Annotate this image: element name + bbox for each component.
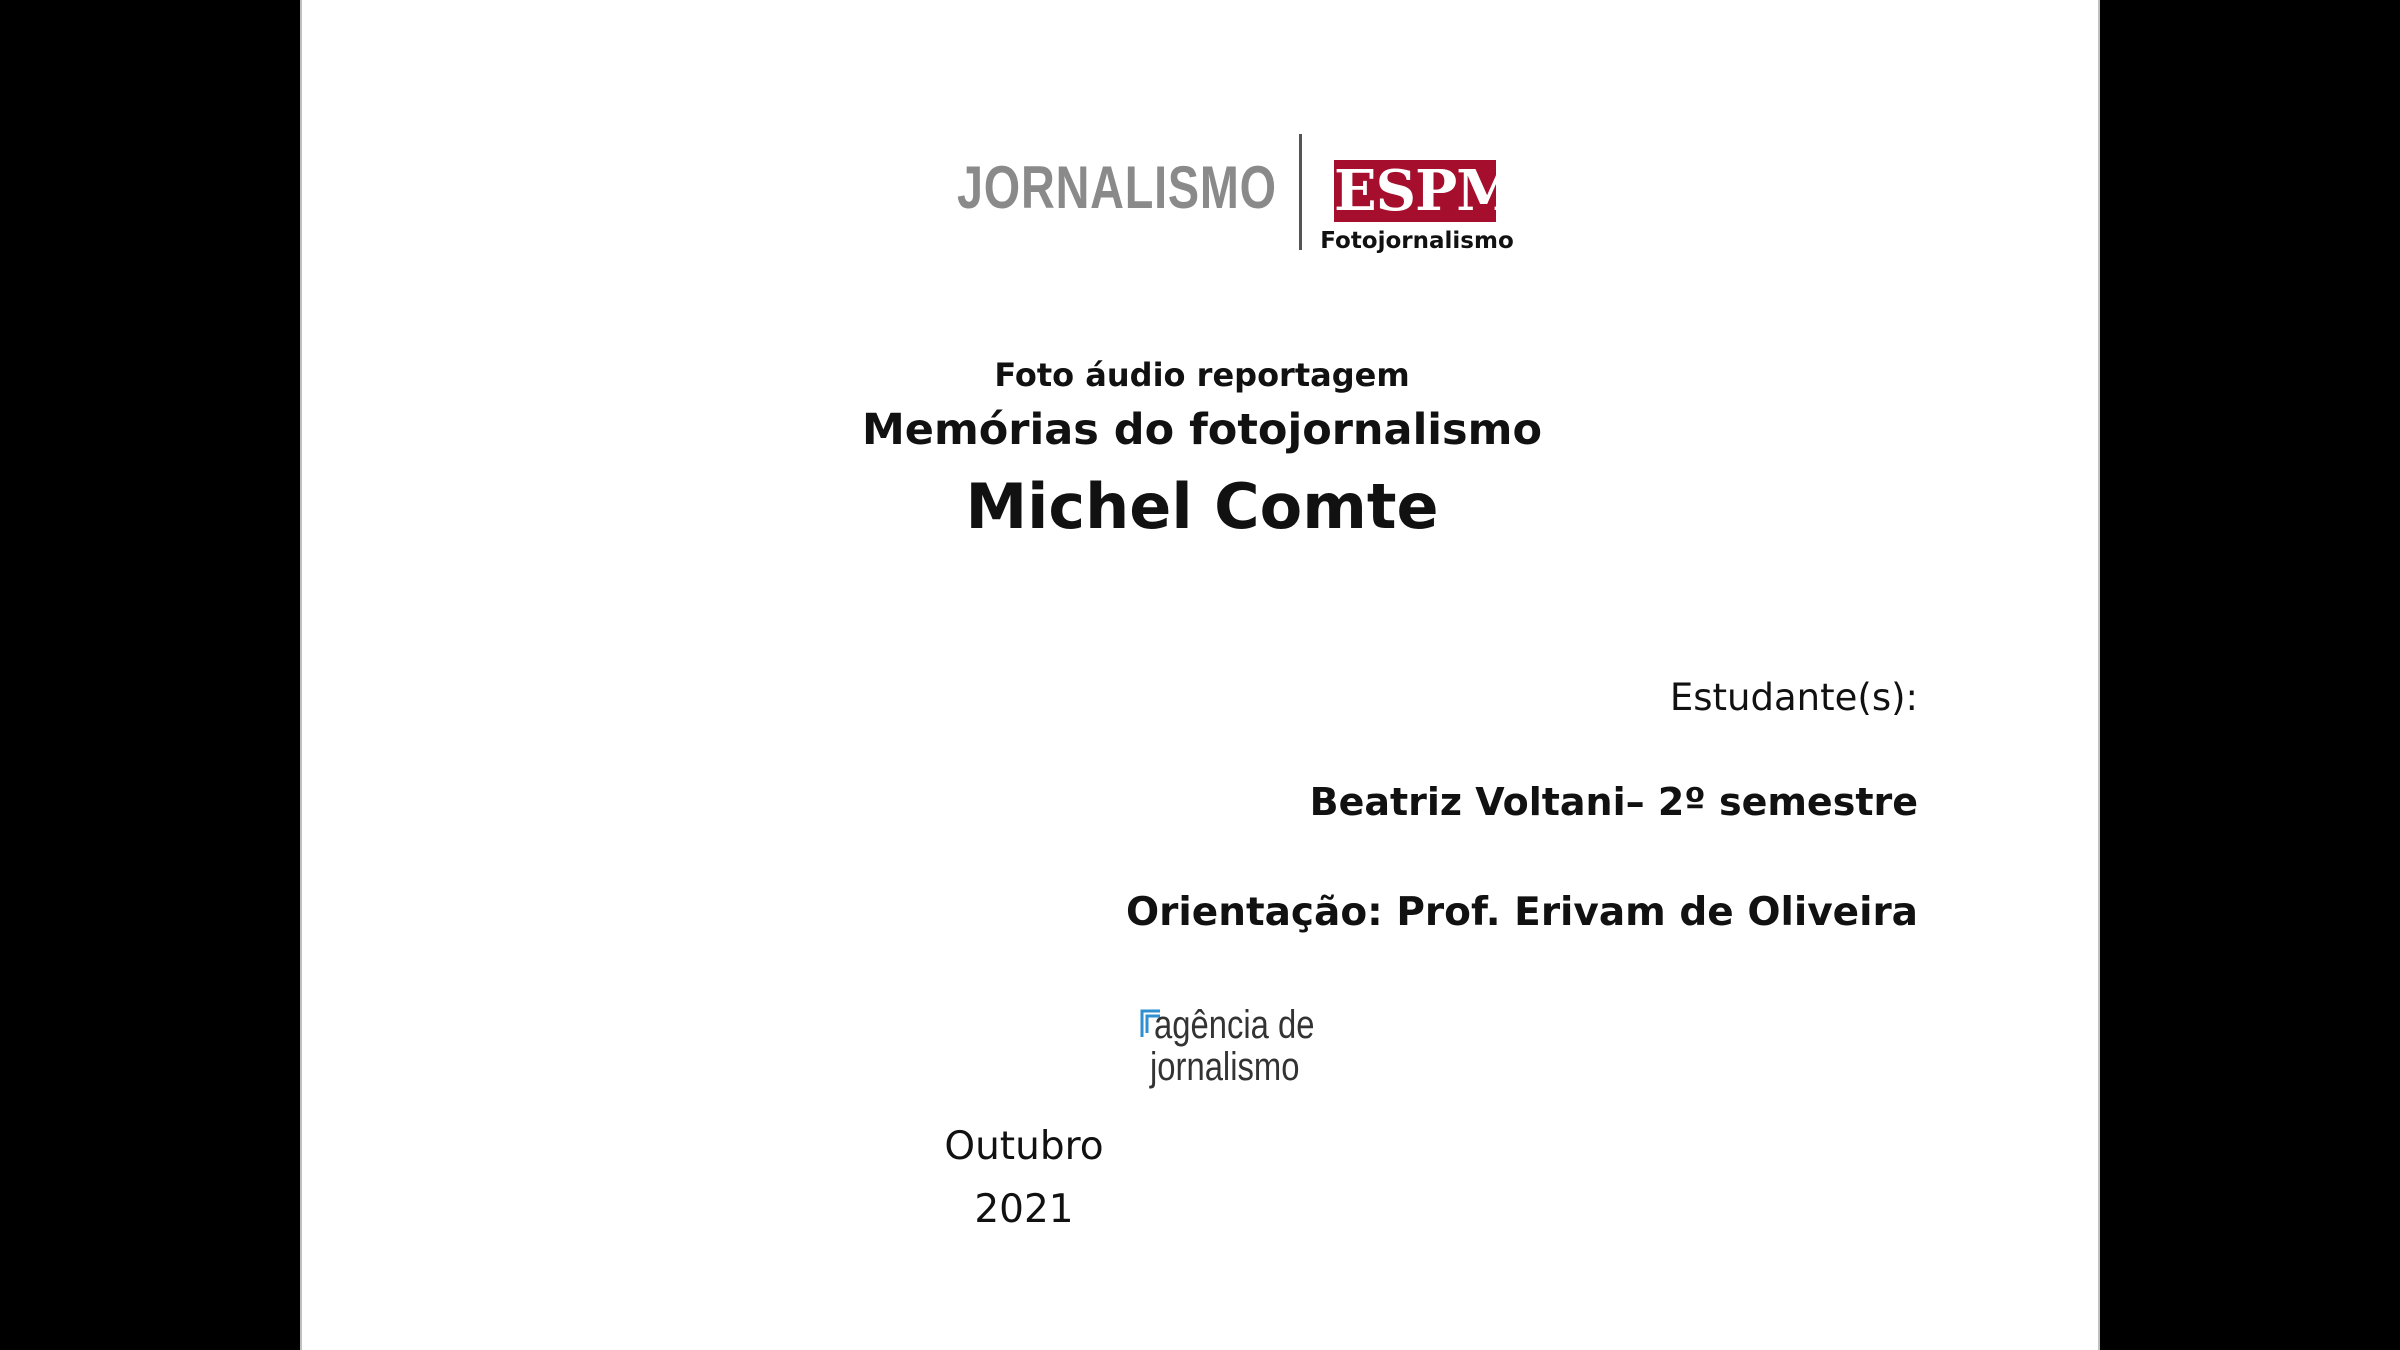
espm-logo: ESPM [1334,158,1518,224]
agencia-logo-line1: agência de [1154,1003,1315,1047]
date-month: Outubro [944,1124,1104,1169]
students-label: Estudante(s): [1669,676,1918,719]
jornalismo-logo-text: JORNALISMO [957,154,1277,221]
agencia-logo [1140,1005,1330,1095]
advisor-name: Orientação: Prof. Erivam de Oliveira [1126,890,1918,935]
espm-subtitle: Fotojornalismo [1320,228,1514,254]
student-name: Beatriz Voltani– 2º semestre [1309,780,1918,824]
title-slide [300,0,2100,1350]
series-title: Memórias do fotojornalismo [861,405,1542,455]
report-type: Foto áudio reportagem [994,356,1410,394]
logo-divider [1299,134,1302,250]
date-year: 2021 [974,1187,1074,1232]
agencia-logo-line2: jornalismo [1150,1045,1300,1089]
subject-title: Michel Comte [965,470,1439,543]
